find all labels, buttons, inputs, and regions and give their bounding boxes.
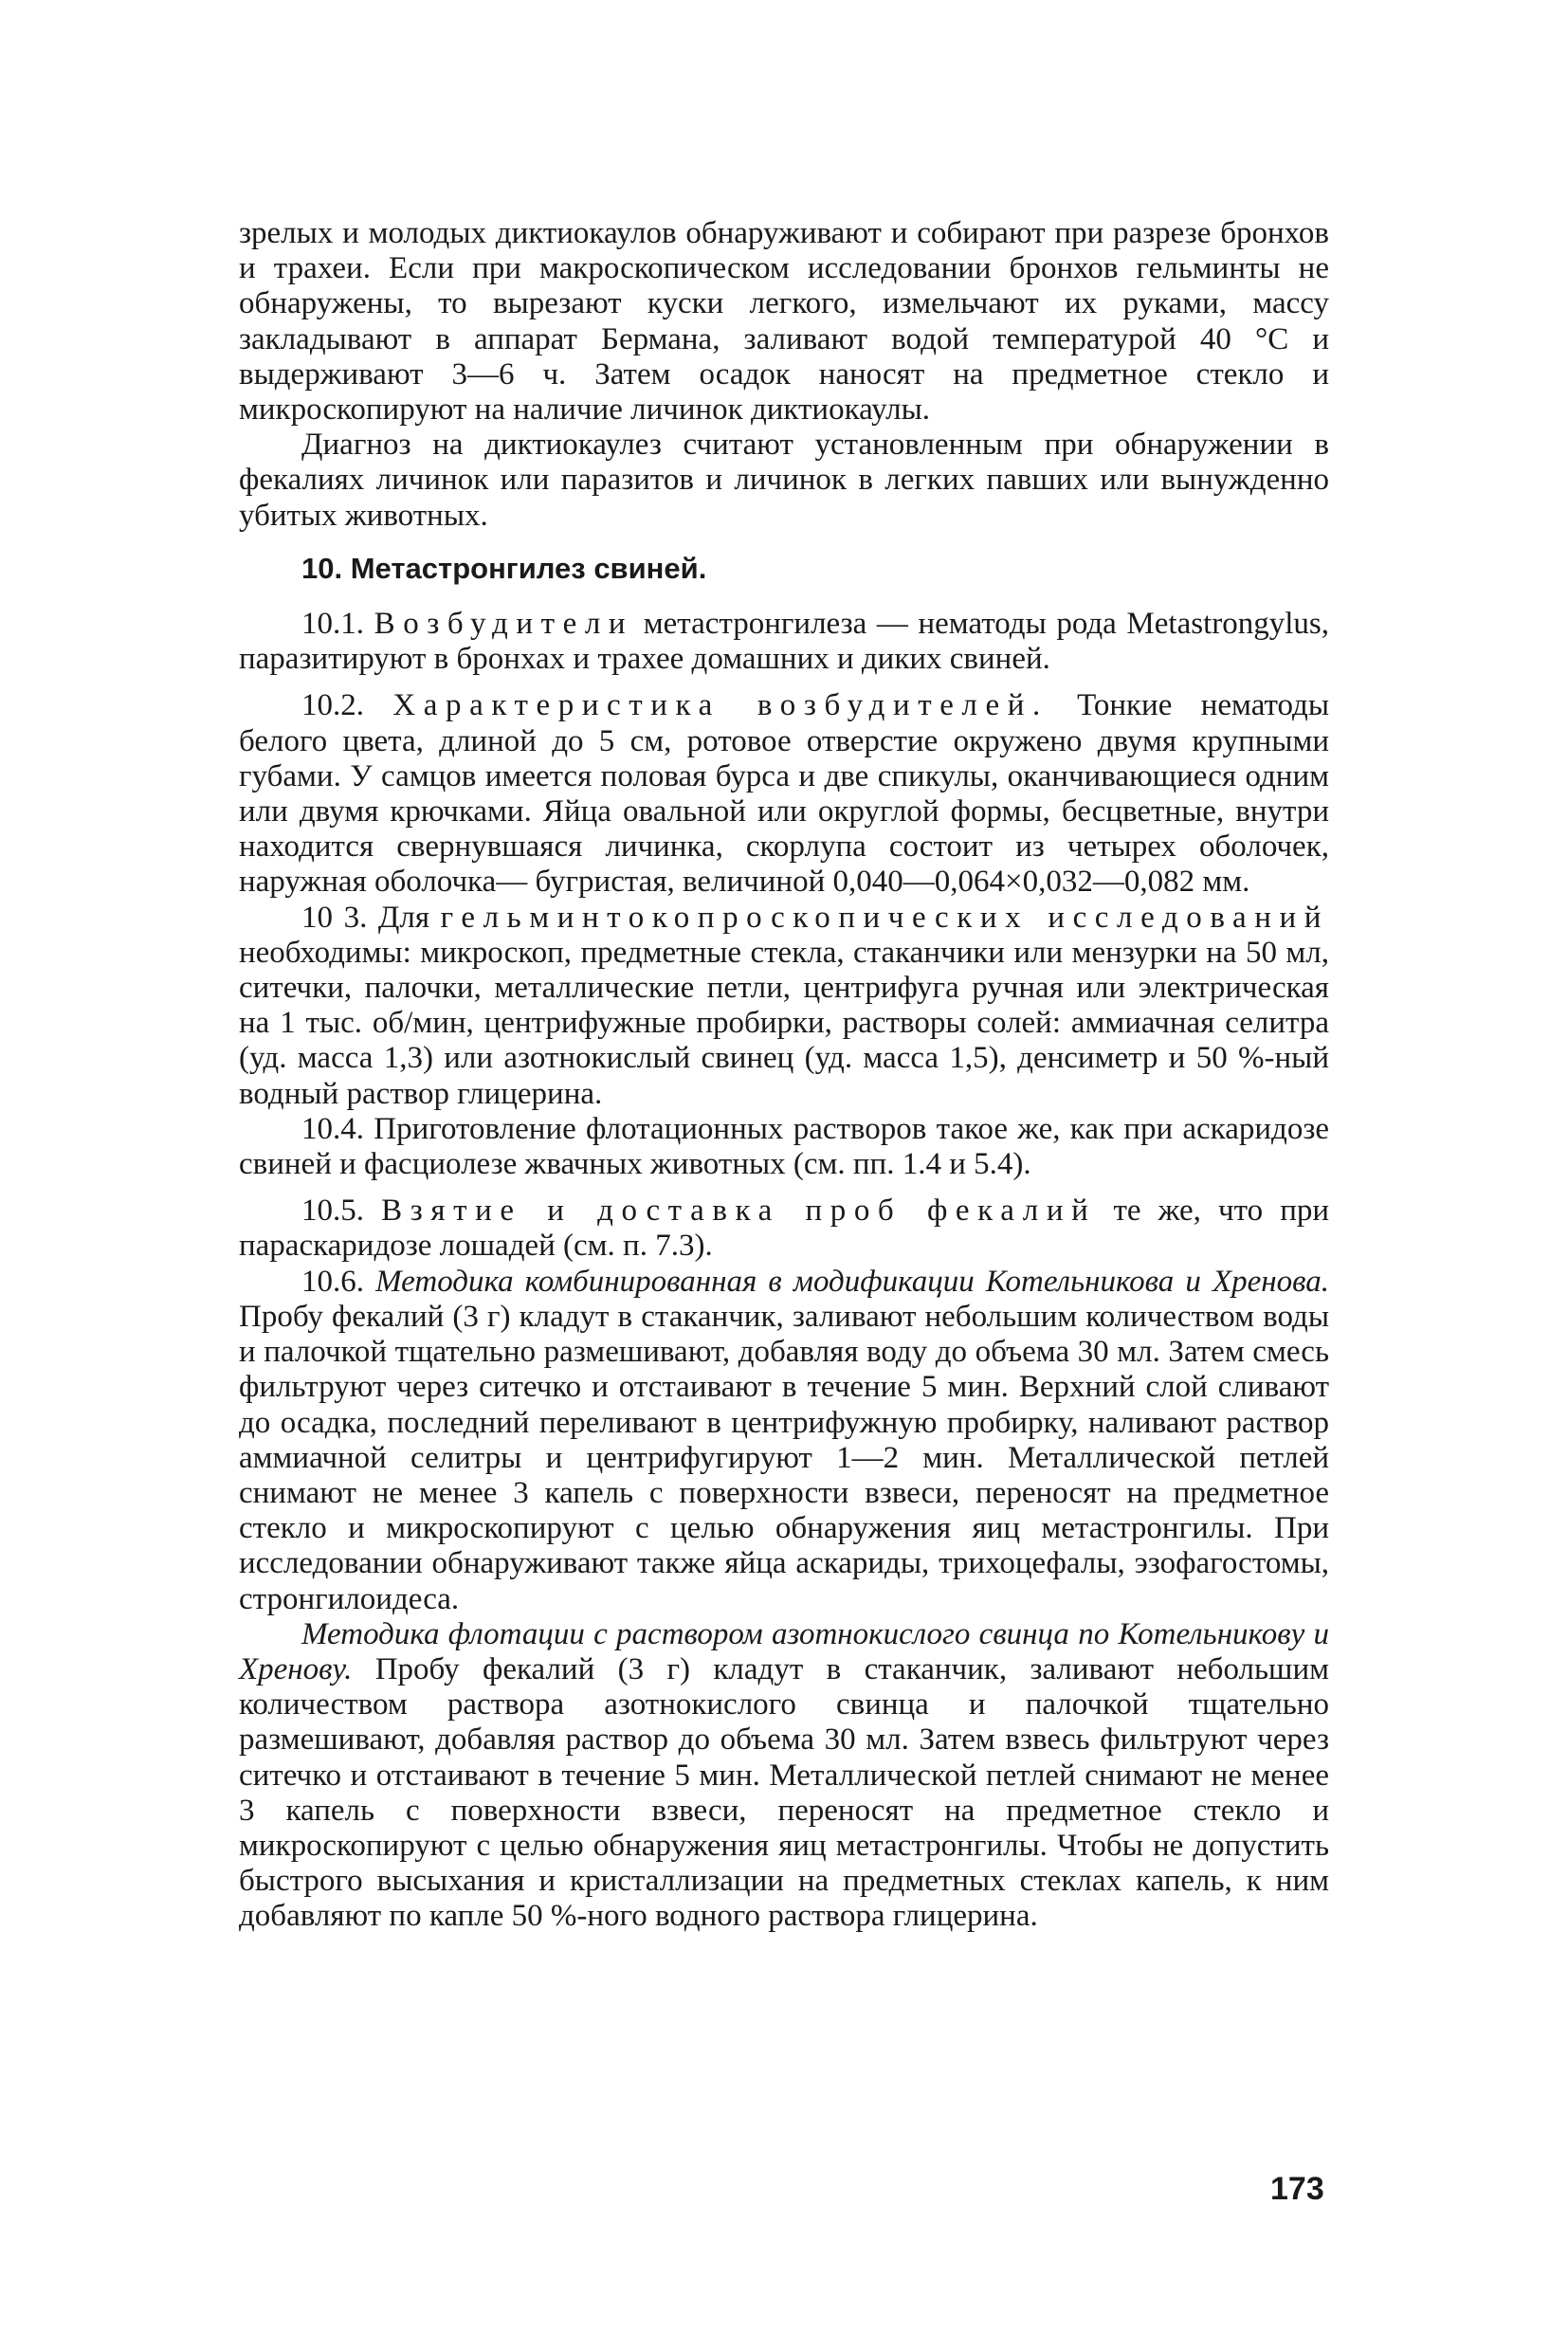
section-10-6	[239, 1265, 1329, 1617]
section-text: Пробу фекалий (3 г) кладут в стаканчик, заливают небольшим количеством раствора азотнокислого свинца и палочкой тщательно размешивают, добавляя раствор до объема 30 мл. Затем взвесь фильтруют через ситечко и отстаивают в течение 5 мин. Металлической петлей снимают не менее 3 капель с поверхности взвеси, переносят на предметное стекло и микроскопируют с целью обнаружения яиц метастронгилы. Чтобы не допустить быстрого высыхания и кристаллизации на предметных стеклах капель, к ним добавляют по капле 50 %-ного водного раствора глицерина.	[239, 1651, 1330, 1934]
section-10-2	[239, 688, 1329, 900]
page-number: 173	[1270, 2171, 1324, 2207]
section-lead: Для	[377, 900, 430, 935]
paragraph-flotation	[239, 1617, 1329, 1935]
spaced-term: Характеристика возбудителей.	[392, 688, 1048, 723]
section-10-3	[239, 901, 1329, 1112]
section-text: метастронгилеза — нематоды рода Metastrongylus, паразитируют в бронхах и трахее домашних и диких свиней.	[239, 607, 1330, 677]
section-number: 10.5.	[301, 1194, 364, 1229]
section-heading: 10. Метастронгилез свиней.	[301, 551, 707, 585]
spaced-term: гельминтокопроскопических исследований	[440, 900, 1329, 935]
section-10-5	[239, 1194, 1329, 1264]
section-number: 10 3.	[301, 900, 368, 935]
method-title: Методика флотации с раствором азотнокислого свинца по Котельникову и Хренову.	[239, 1616, 1329, 1686]
section-10-4: 10.4. Приготовление флотационных растворов такое же, как при аскаридозе свиней и фасциолезе жвачных животных (см. пп. 1.4 и 5.4).	[239, 1111, 1329, 1182]
section-text: необходимы: микроскоп, предметные стекла, стаканчики или мензурки на 50 мл, ситечки, палочки, металлические петли, центрифуга ручная или электрическая на 1 тыс. об/мин, центрифужные пробирки, растворы солей: аммиачная селитра (уд. масса 1,3) или азотнокислый свинец (уд. масса 1,5), денсиметр и 50 %-ный водный раствор глицерина.	[239, 935, 1329, 1111]
section-number: 10.1.	[301, 607, 364, 642]
spaced-term: Взятие и доставка проб фекалий	[381, 1194, 1097, 1229]
method-title: Методика комбинированная в модификации Котельникова и Хренова.	[375, 1264, 1330, 1299]
section-text: те же, что при параскаридозе лошадей (см. п. 7.3).	[239, 1194, 1330, 1264]
section-number: 10.2.	[301, 688, 364, 723]
paragraph-intro: зрелых и молодых диктиокаулов обнаруживают и собирают при разрезе бронхов и трахеи. Если при макроскопическом исследовании бронхов гельминты не обнаружены, то вырезают куски легкого, измельчают их руками, массу закладывают в аппарат Бермана, заливают водой температурой 40 °C и выдерживают 3—6 ч. Затем осадок наносят на предметное стекло и микроскопируют на наличие личинок диктиокаулы.	[239, 216, 1329, 428]
section-10-1	[239, 607, 1329, 677]
paragraph-diagnosis: Диагноз на диктиокаулез считают установленным при обнаружении в фекалиях личинок или паразитов и личинок в легких павших или вынужденно убитых животных.	[239, 428, 1329, 533]
section-text: Тонкие нематоды белого цвета, длиной до 5 см, ротовое отверстие окружено двумя крупными губами. У самцов имеется половая бурса и две спикулы, оканчивающиеся одним или двумя крючками. Яйца овальной или округлой формы, бесцветные, внутри находится свернувшаяся личинка, скорлупа состоит из четырех оболочек, наружная оболочка— бугристая, величиной 0,040—0,064×0,032—0,082 мм.	[239, 688, 1329, 900]
page-body	[239, 216, 1329, 1935]
section-number: 10.6.	[301, 1264, 364, 1299]
section-text: Пробу фекалий (3 г) кладут в стаканчик, заливают небольшим количеством воды и палочкой тщательно размешивают, добавляя воду до объема 30 мл. Затем смесь фильтруют через ситечко и отстаивают в течение 5 мин. Верхний слой сливают до осадка, последний переливают в центрифужную пробирку, наливают раствор аммиачной селитры и центрифугируют 1—2 мин. Металлической петлей снимают не менее 3 капель с поверхности взвеси, переносят на предметное стекло и микроскопируют с целью обнаружения яиц метастронгилы. При исследовании обнаруживают также яйца аскариды, трихоцефалы, эзофагостомы, стронгилоидеса.	[239, 1299, 1329, 1616]
spaced-term: Возбудители	[374, 607, 634, 642]
